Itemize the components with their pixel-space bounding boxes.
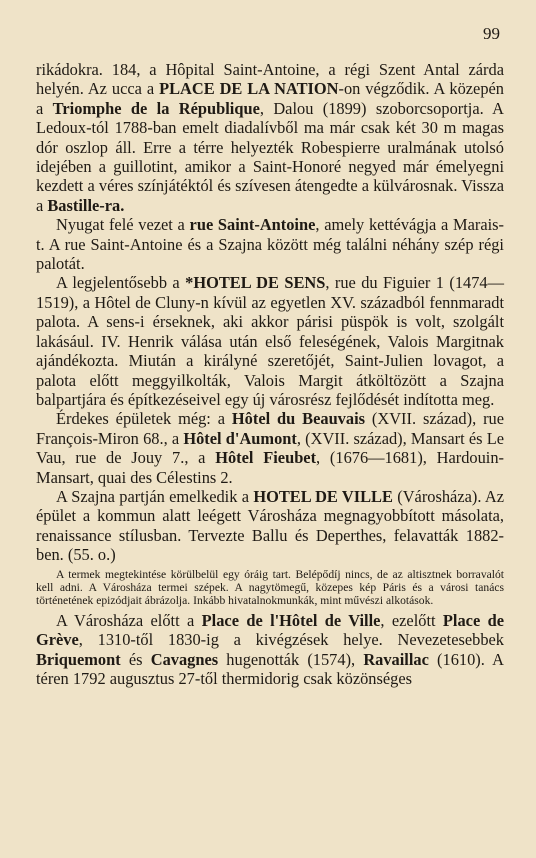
body-paragraph	[36, 409, 504, 487]
text-run: A Szajna partján emelkedik a	[56, 486, 254, 506]
text-run: (XVII. század), rue François-Miron 68., a	[36, 409, 504, 448]
bold-run: Hôtel du Beauvais	[231, 409, 366, 429]
text-run: A termek megtekintése körülbelül egy óráig tart. Belépődíj nincs, de az altisztnek borravalót kell adni. A Városháza termei szépek. A nagytömegű, közepes kép Páris és a városi tanács történetének epizódjait ábrázolja. Inkább hivatalnokmunkák, mint művészi alkotások.	[36, 567, 504, 608]
text-run: , ezelőtt	[380, 610, 443, 630]
text-run: Nyugat felé vezet a	[56, 215, 190, 235]
text-run: és	[120, 649, 151, 669]
text-run: , Dalou (1899) szoborcsoportja. A Ledoux-tól 1788-ban emelt diadalívből ma már csak két 30 m magas dór oszlop áll. Erre a térre helyezték Robespierre uralmának utolsó idejében a guillotint, amikor a Saint-Honoré negyed már émelyegni kezdett a véres színjátéktól és szívesen átengedte a külvárosnak. Vissza a	[36, 98, 505, 215]
text-run: , (XVII. század), Mansart és Le Vau, rue de Jouy 7., a	[36, 428, 504, 468]
bold-run: *HOTEL DE SENS	[185, 273, 326, 293]
text-run: , 1310-től 1830-ig a kivégzések helye. Nevezetesebbek	[78, 630, 504, 650]
text-run: (Városháza). Az épület a kommun alatt leégett Városháza megnagyobbított másolata, renaissance stílusban. Tervezte Ballu és Deperthes, felavatták 1882-ben. (55. o.)	[36, 486, 504, 565]
bold-run: Ravaillac	[363, 649, 429, 669]
bold-run: rue Saint-Antoine	[189, 215, 316, 235]
bold-run: Hôtel Fieubet	[215, 448, 317, 468]
text-run: A Városháza előtt a	[56, 610, 202, 630]
text-run: hugenották (1574),	[218, 649, 364, 669]
text-run: , rue du Figuier 1 (1474—1519), a Hôtel de Cluny-n kívül az egyetlen XV. századból fennmaradt palota. A sens-i érseknek, aki akkor párisi püspök is volt, szolgált lakásául. IV. Henrik válása után első feleségének, Valois Margitnak ajándékozta. Miután a királyné szeretőjét, Saint-Julien lovagot, a palota előtt meggyilkolták, Valois Margit átköltözött a Szajna balpartjára és építkezéseivel egy új városrész fejlődését indította meg.	[36, 273, 505, 409]
bold-run: Place de l'Hôtel de Ville	[201, 610, 381, 630]
body-paragraph	[36, 215, 504, 273]
text-run: Érdekes épületek még: a	[56, 409, 232, 429]
footnote-paragraph	[36, 568, 504, 608]
bold-run: Hôtel d'Aumont	[183, 428, 297, 448]
text-run: rikádokra. 184, a Hôpital Saint-Antoine, a régi Szent Antal zárda helyén. Az ucca a	[36, 60, 504, 99]
bold-run: Cavagnes	[150, 649, 219, 669]
text-column	[36, 60, 504, 688]
page-number: 99	[483, 24, 500, 43]
text-run: (1610). A téren 1792 augusztus 27-től thermidorig csak közönséges	[36, 649, 504, 688]
text-run: , amely kettévágja a Marais-t. A rue Saint-Antoine és a Szajna között még találni néhány szép régi palotát.	[36, 215, 505, 274]
body-paragraph	[36, 60, 504, 215]
bold-run: Place de Grève	[36, 610, 504, 650]
text-run: -on végződik. A közepén a	[36, 79, 504, 118]
text-run: A legjelentősebb a	[56, 273, 186, 293]
body-paragraph	[36, 487, 504, 565]
bold-run: PLACE DE LA NATION	[159, 79, 339, 99]
bold-run: HOTEL DE VILLE	[253, 486, 393, 506]
bold-run: Triomphe de la République	[52, 98, 260, 118]
bold-run: Bastille-ra.	[47, 195, 125, 215]
body-paragraph	[36, 273, 504, 409]
body-paragraph	[36, 611, 504, 689]
bold-run: Briquemont	[36, 649, 121, 669]
text-run: , (1676—1681), Hardouin-Mansart, quai des Célestins 2.	[36, 448, 505, 487]
